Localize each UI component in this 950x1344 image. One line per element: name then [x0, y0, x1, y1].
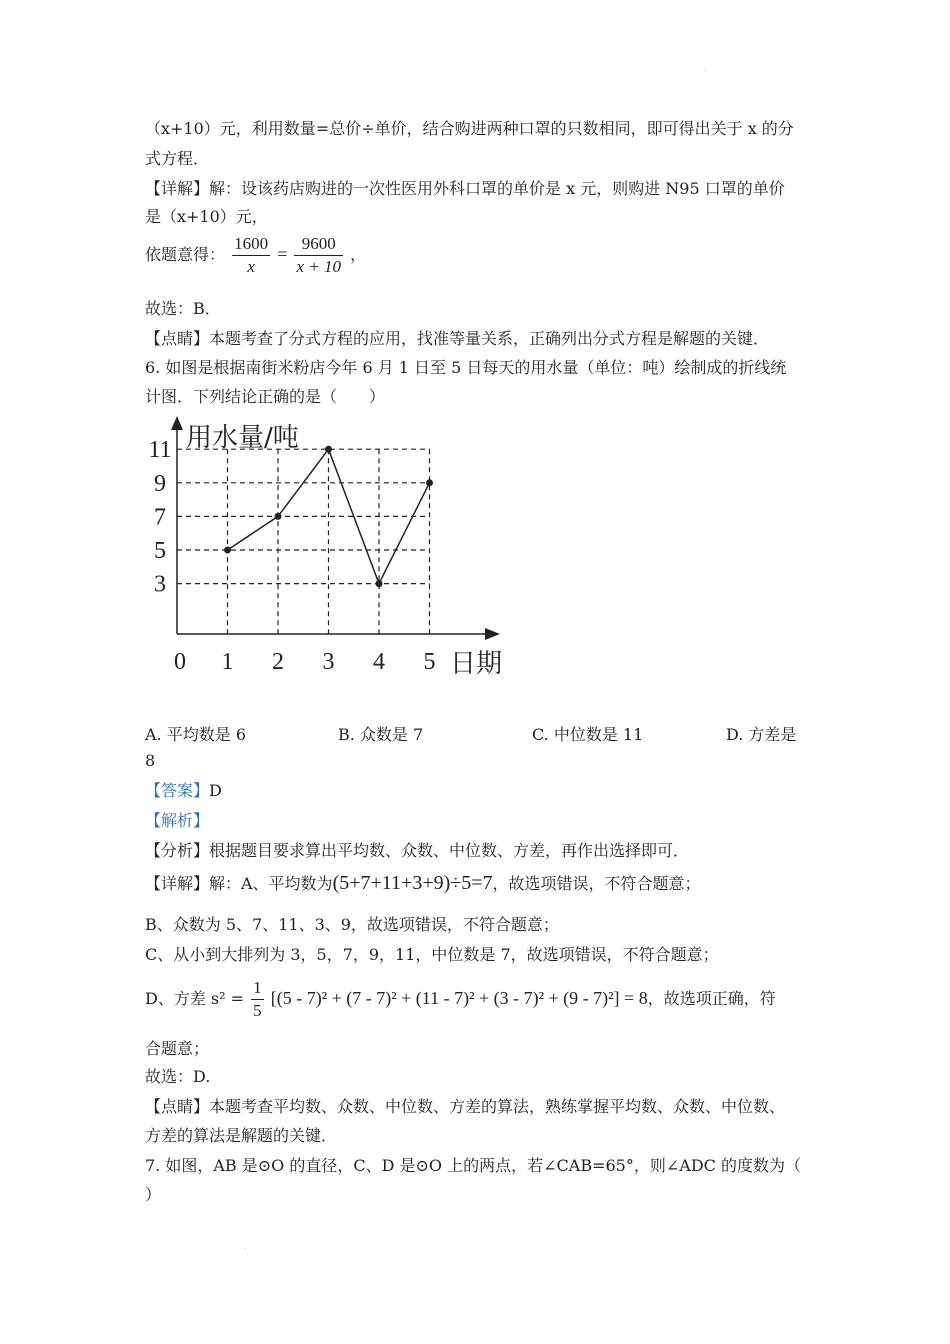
x-axis-arrow [485, 628, 500, 640]
fraction-right-denominator: x + 10 [296, 257, 341, 276]
y-axis-arrow [171, 416, 183, 430]
analysis-tag: 【解析】 [145, 811, 210, 830]
equation-line [145, 234, 366, 277]
fraction-right [294, 234, 343, 277]
fraction-left-denominator: x [232, 255, 270, 277]
final-choice: 故选：D. [145, 1067, 211, 1086]
question-6-line-2: 计图．下列结论正确的是（ ） [145, 387, 386, 406]
data-point [376, 580, 383, 587]
analysis-summary: 【分析】根据题目要求算出平均数、众数、中位数、方差，再作出选择即可． [145, 841, 690, 860]
question-7-line-1: 7. 如图，AB 是⊙O 的直径，C、D 是⊙O 上的两点，若∠CAB=65°，则∠ADC 的度数为（ [145, 1156, 801, 1175]
text-line-1: （x+10）元，利用数量=总价÷单价，结合购进两种口罩的只数相同，即可得出关于 x 的分 [145, 119, 794, 138]
page-mark-bottom: . [244, 1244, 246, 1251]
detail-b-line: B、众数为 5、7、11、3、9，故选项错误，不符合题意； [145, 915, 559, 934]
detail-d-line [145, 978, 776, 1021]
equation-suffix: ， [350, 245, 367, 264]
fraction-left [232, 234, 270, 277]
origin-label: 0 [174, 649, 186, 675]
equation-prefix: 依题意得： [145, 245, 226, 264]
equals-sign: = [277, 244, 288, 264]
answer-tag: 【答案】 [145, 781, 210, 800]
dianjing-line-2: 方差的算法是解题的关键． [145, 1126, 338, 1145]
x-tick-labels [222, 649, 436, 675]
x-tick-label: 3 [322, 649, 335, 675]
question-7-line-2: ） [145, 1185, 162, 1204]
x-axis-label: 日期 [450, 649, 503, 679]
data-point [275, 513, 282, 520]
detail-d-prefix: D、方差 s² = [145, 989, 250, 1008]
y-tick-label: 3 [154, 571, 166, 598]
text-line-3: 【详解】解：设该药店购进的一次性医用外科口罩的单价是 x 元，则购进 N95 口罩的单价 [145, 179, 785, 198]
question-6-line-1: 6. 如图是根据南街米粉店今年 6 月 1 日至 5 日每天的用水量（单位：吨）绘制成的折线统 [145, 358, 787, 377]
data-point [426, 479, 433, 486]
text-line-4: 是（x+10）元， [145, 207, 268, 226]
text-line-2: 式方程． [145, 149, 210, 168]
x-tick-label: 4 [373, 649, 385, 675]
text-line-7: 【点睛】本题考查了分式方程的应用，找准等量关系，正确列出分式方程是解题的关键． [145, 329, 770, 348]
variance-fraction-denominator: 5 [253, 1001, 262, 1020]
y-tick-label: 5 [154, 538, 166, 564]
line-chart [140, 408, 510, 688]
option-d: D. 方差是 [726, 725, 797, 744]
detail-a-line [145, 872, 701, 895]
option-d-cont: 8 [145, 751, 156, 770]
detail-d-cont: 合题意； [145, 1039, 210, 1058]
text-line-6: 故选：B． [145, 299, 221, 318]
detail-a-expression: (5+7+11+3+9)÷5=7 [332, 872, 493, 894]
y-tick-label: 9 [154, 470, 166, 497]
detail-a-suffix: ，故选项错误，不符合题意； [492, 874, 701, 893]
detail-a-prefix: 【详解】解：A、平均数为 [145, 874, 333, 893]
variance-expression: [(5 - 7)² + (7 - 7)² + (11 - 7)² + (3 - 7)² + (9 - 7)²] = 8 [270, 988, 648, 1008]
answer-line [145, 780, 222, 802]
x-tick-label: 1 [221, 649, 234, 675]
variance-fraction-numerator: 1 [253, 978, 262, 997]
detail-c-line: C、从小到大排列为 3，5，7，9，11，中位数是 7，故选项错误，不符合题意； [145, 945, 719, 964]
fraction-left-numerator: 1600 [234, 234, 269, 253]
option-b: B. 众数是 7 [338, 725, 424, 744]
x-tick-label: 5 [423, 649, 436, 675]
dianjing-line-1: 【点睛】本题考查平均数、众数、中位数、方差的算法，熟练掌握平均数、众数、中位数、 [145, 1097, 786, 1116]
chart-grid [177, 449, 430, 634]
data-point [325, 446, 332, 453]
page-mark-top: . [704, 66, 706, 73]
data-point [224, 547, 231, 554]
answer-value: D [209, 781, 222, 800]
y-tick-label: 7 [154, 504, 166, 531]
x-tick-label: 2 [272, 649, 284, 675]
y-tick-label: 11 [148, 437, 172, 464]
option-c: C. 中位数是 11 [532, 725, 644, 744]
y-axis-label: 用水量/吨 [186, 423, 299, 453]
detail-d-suffix: ，故选项正确，符 [647, 989, 776, 1008]
y-tick-labels [148, 437, 171, 597]
fraction-right-numerator: 9600 [301, 234, 336, 253]
variance-fraction [251, 978, 264, 1021]
option-a: A. 平均数是 6 [145, 725, 246, 744]
